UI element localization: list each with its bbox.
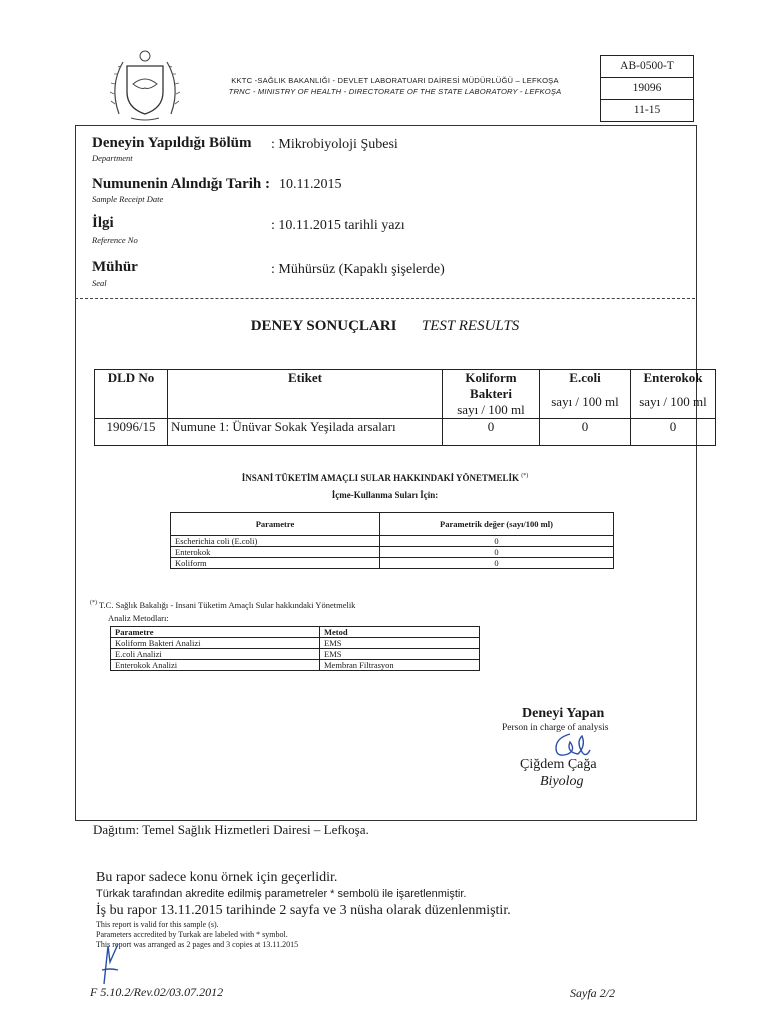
- document-code-box: [600, 55, 694, 122]
- reference-label: İlgi: [92, 215, 114, 231]
- form-code: AB-0500-T: [601, 56, 693, 78]
- col-dld: DLD No: [95, 370, 168, 419]
- signature-title: Deneyi Yapan: [522, 706, 605, 721]
- parametric-header-row: [171, 513, 614, 536]
- col-ecoli: [540, 370, 631, 419]
- row-ecoli: 0: [540, 419, 631, 446]
- results-title-tr: DENEY SONUÇLARI: [250, 318, 397, 334]
- param-value: 0: [380, 536, 614, 547]
- distribution: Dağıtım: Temel Sağlık Hizmetleri Dairesi – Lefkoşa.: [93, 822, 369, 837]
- regulation-title: [75, 473, 695, 483]
- table-row: [171, 536, 614, 547]
- col-koliform-unit: sayı / 100 ml: [457, 402, 525, 417]
- receipt-value: 10.11.2015: [279, 177, 342, 192]
- col-entero: [631, 370, 716, 419]
- table-row: [95, 419, 716, 446]
- methods-header-row: [111, 627, 480, 638]
- methods-title: Analiz Metodları:: [108, 613, 169, 623]
- results-title-en: TEST RESULTS: [421, 318, 520, 334]
- page-number: Sayfa 2/2: [570, 986, 615, 1000]
- reference-value: : 10.11.2015 tarihli yazı: [271, 218, 405, 233]
- header-line-tr: KKTC -SAĞLIK BAKANLIĞI - DEVLET LABORATUARI DAİRESİ MÜDÜRLÜĞÜ – LEFKOŞA: [231, 76, 559, 85]
- results-title: [75, 318, 695, 335]
- row-entero: 0: [631, 419, 716, 446]
- turkak-en: Parameters accredited by Turkak are labeled with * symbol.: [96, 930, 288, 939]
- col-parametre: Parametre: [171, 513, 380, 536]
- col-entero-label: Enterokok: [643, 370, 703, 385]
- pages-tr: İş bu rapor 13.11.2015 tarihinde 2 sayfa ve 3 nüsha olarak düzenlenmiştir.: [96, 903, 511, 918]
- method-value: EMS: [320, 638, 480, 649]
- pages-en: This report was arranged as 2 pages and 3 copies at 13.11.2015: [96, 940, 299, 949]
- method-param: E.coli Analizi: [111, 649, 320, 660]
- col-ecoli-unit: sayı / 100 ml: [551, 394, 619, 409]
- header-ministry: [190, 75, 600, 97]
- regulation-subtitle: İçme-Kullanma Suları İçin:: [331, 490, 439, 500]
- results-table: [94, 369, 716, 446]
- seal-sub: Seal: [92, 278, 107, 288]
- form-revision: F 5.10.2/Rev.02/03.07.2012: [90, 985, 224, 999]
- table-row: [111, 660, 480, 671]
- results-header-row: [95, 370, 716, 419]
- col-method: Metod: [320, 627, 480, 638]
- param-name: Enterokok: [171, 547, 380, 558]
- methods-footnote: [90, 600, 355, 610]
- table-row: [171, 547, 614, 558]
- param-value: 0: [380, 547, 614, 558]
- regulation-title-text: İNSANİ TÜKETİM AMAÇLI SULAR HAKKINDAKİ YÖNETMELİK: [241, 473, 520, 483]
- reference-sub: Reference No: [92, 235, 138, 245]
- row-etiket: Numune 1: Ünüvar Sokak Yeşilada arsaları: [168, 419, 443, 446]
- table-row: [111, 638, 480, 649]
- signature-role: Biyolog: [540, 774, 584, 789]
- regulation-mark: (*): [521, 473, 529, 479]
- turkak-tr: Türkak tarafından akredite edilmiş parametreler * sembolü ile işaretlenmiştir.: [96, 888, 467, 900]
- col-ecoli-label: E.coli: [569, 370, 601, 385]
- col-koliform-label: Koliform Bakteri: [465, 370, 517, 401]
- col-entero-unit: sayı / 100 ml: [639, 394, 707, 409]
- method-value: EMS: [320, 649, 480, 660]
- methods-table: [110, 626, 480, 671]
- dashed-separator: [75, 298, 695, 299]
- col-etiket: Etiket: [168, 370, 443, 419]
- signature-sub: Person in charge of analysis: [502, 723, 609, 733]
- param-value: 0: [380, 558, 614, 569]
- method-param: Enterokok Analizi: [111, 660, 320, 671]
- initials-scribble: [96, 940, 126, 990]
- param-name: Escherichia coli (E.coli): [171, 536, 380, 547]
- footnote-text: T.C. Sağlık Bakalığı - Insani Tüketim Amaçlı Sular hakkındaki Yönetmelik: [98, 600, 356, 610]
- valid-en: This report is valid for this sample (s).: [96, 920, 219, 929]
- coat-of-arms-emblem: [105, 44, 185, 124]
- period-code: 11-15: [633, 104, 661, 116]
- department-value: : Mikrobiyoloji Şubesi: [271, 137, 398, 152]
- table-row: [111, 649, 480, 660]
- footnote-mark: (*): [90, 600, 97, 607]
- parametric-table: [170, 512, 614, 569]
- department-label: Deneyin Yapıldığı Bölüm: [92, 135, 252, 151]
- signature-name: Çiğdem Çağa: [520, 757, 597, 772]
- col-method-param: Parametre: [111, 627, 320, 638]
- header-line-en: TRNC - MINISTRY OF HEALTH - DIRECTORATE OF THE STATE LABORATORY - LEFKOŞA: [228, 87, 562, 96]
- param-name: Koliform: [171, 558, 380, 569]
- receipt-label: Numunenin Alındığı Tarih :: [92, 176, 270, 192]
- valid-tr: Bu rapor sadece konu örnek için geçerlidir.: [96, 870, 338, 885]
- table-row: [171, 558, 614, 569]
- method-param: Koliform Bakteri Analizi: [111, 638, 320, 649]
- report-number: 19096: [601, 78, 693, 100]
- method-value: Membran Filtrasyon: [320, 660, 480, 671]
- row-dld: 19096/15: [95, 419, 168, 446]
- col-parametrik-deger: Parametrik değer (sayı/100 ml): [380, 513, 614, 536]
- department-sub: Department: [92, 153, 133, 163]
- row-koliform: 0: [443, 419, 540, 446]
- receipt-sub: Sample Receipt Date: [92, 194, 164, 204]
- seal-value: : Mühürsüz (Kapaklı şişelerde): [271, 262, 445, 277]
- col-koliform: [443, 370, 540, 419]
- seal-label: Mühür: [92, 259, 138, 275]
